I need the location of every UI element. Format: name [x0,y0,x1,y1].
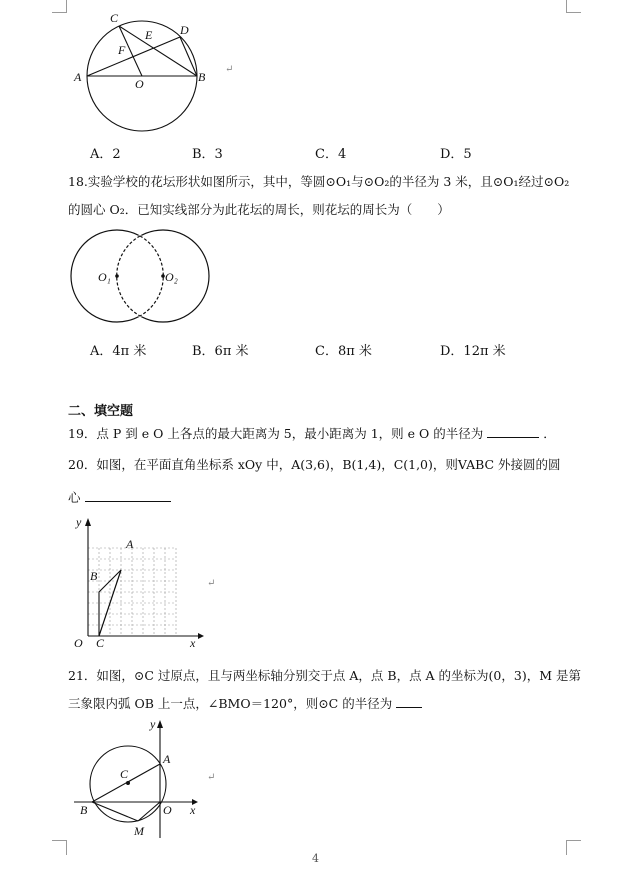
q17-option-a: A．2 [90,147,121,162]
label-O: O [163,803,172,817]
label-x: x [190,803,196,817]
label-A: A [163,752,171,766]
label-D: D [180,23,189,37]
crop-mark-top-left [52,0,67,13]
q21-line-2-text: 三象限内弧 OB 上一点，∠BMO＝120°，则⊙C 的半径为 [68,696,393,711]
page-number: 4 [312,852,319,865]
label-A: A [126,537,134,551]
label-M: M [134,824,144,838]
q20-line-2 [68,488,171,506]
label-F: F [118,43,126,57]
label-B: B [90,569,98,583]
q18-option-a: A．4π 米 [90,344,147,359]
q18-option-c: C．8π 米 [315,344,372,359]
figure-21-circle-axes [66,714,206,842]
label-y: y [150,717,156,731]
crop-mark-bottom-right [566,840,581,855]
q21-line-2 [68,694,422,712]
label-O: O [74,636,83,650]
return-mark-3: ↵ [207,772,216,783]
label-y: y [76,515,82,529]
q21-line-1: 21．如图，⊙C 过原点，且与两坐标轴分别交于点 A，点 B，点 A 的坐标为(0，3)，M 是第 [68,668,581,683]
label-C: C [110,11,119,25]
label-C: C [120,767,129,781]
label-O2: O₂ [165,270,178,284]
q19-tail: ． [543,426,556,441]
crop-mark-bottom-left [52,840,67,855]
label-O1: O₁ [98,270,111,284]
section-title: 二、填空题 [68,404,134,419]
q19-stem: 19．点 P 到 e O 上各点的最大距离为 5，最小距离为 1，则 e O 的半径为 [68,426,484,441]
crop-mark-top-right [566,0,581,13]
q17-option-c: C．4 [315,147,347,162]
q18-option-b: B．6π 米 [192,344,249,359]
q18-line-2: 的圆心 O₂．已知实线部分为此花坛的周长，则花坛的周长为（ ） [68,202,450,217]
return-mark: ↵ [225,64,234,75]
q19-answer-blank[interactable] [487,437,539,438]
q18-line-1: 18.实验学校的花坛形状如图所示，其中，等圆⊙O₁与⊙O₂的半径为 3 米，且⊙O₁经过⊙O₂ [68,174,570,189]
label-E: E [145,28,153,42]
figure-18-two-circles [64,226,214,326]
q18-option-d: D．12π 米 [440,344,506,359]
q20-line-2-text: 心 [68,490,81,505]
q20-answer-blank[interactable] [85,501,171,502]
q21-answer-blank[interactable] [396,707,422,708]
q17-option-d: D．5 [440,147,472,162]
label-B: B [80,803,88,817]
label-C: C [96,636,105,650]
q20-line-1: 20．如图，在平面直角坐标系 xOy 中，A(3,6)，B(1,4)，C(1,0)，则VABC 外接圆的圆 [68,457,561,472]
return-mark-2: ↵ [207,578,216,589]
figure-20-coordinate-grid [66,512,206,652]
label-A: A [74,70,82,84]
q19-text [68,424,556,442]
label-O: O [135,77,144,91]
q17-option-b: B．3 [192,147,223,162]
figure-17-circle [70,8,240,136]
label-B: B [198,70,206,84]
label-x: x [190,636,196,650]
